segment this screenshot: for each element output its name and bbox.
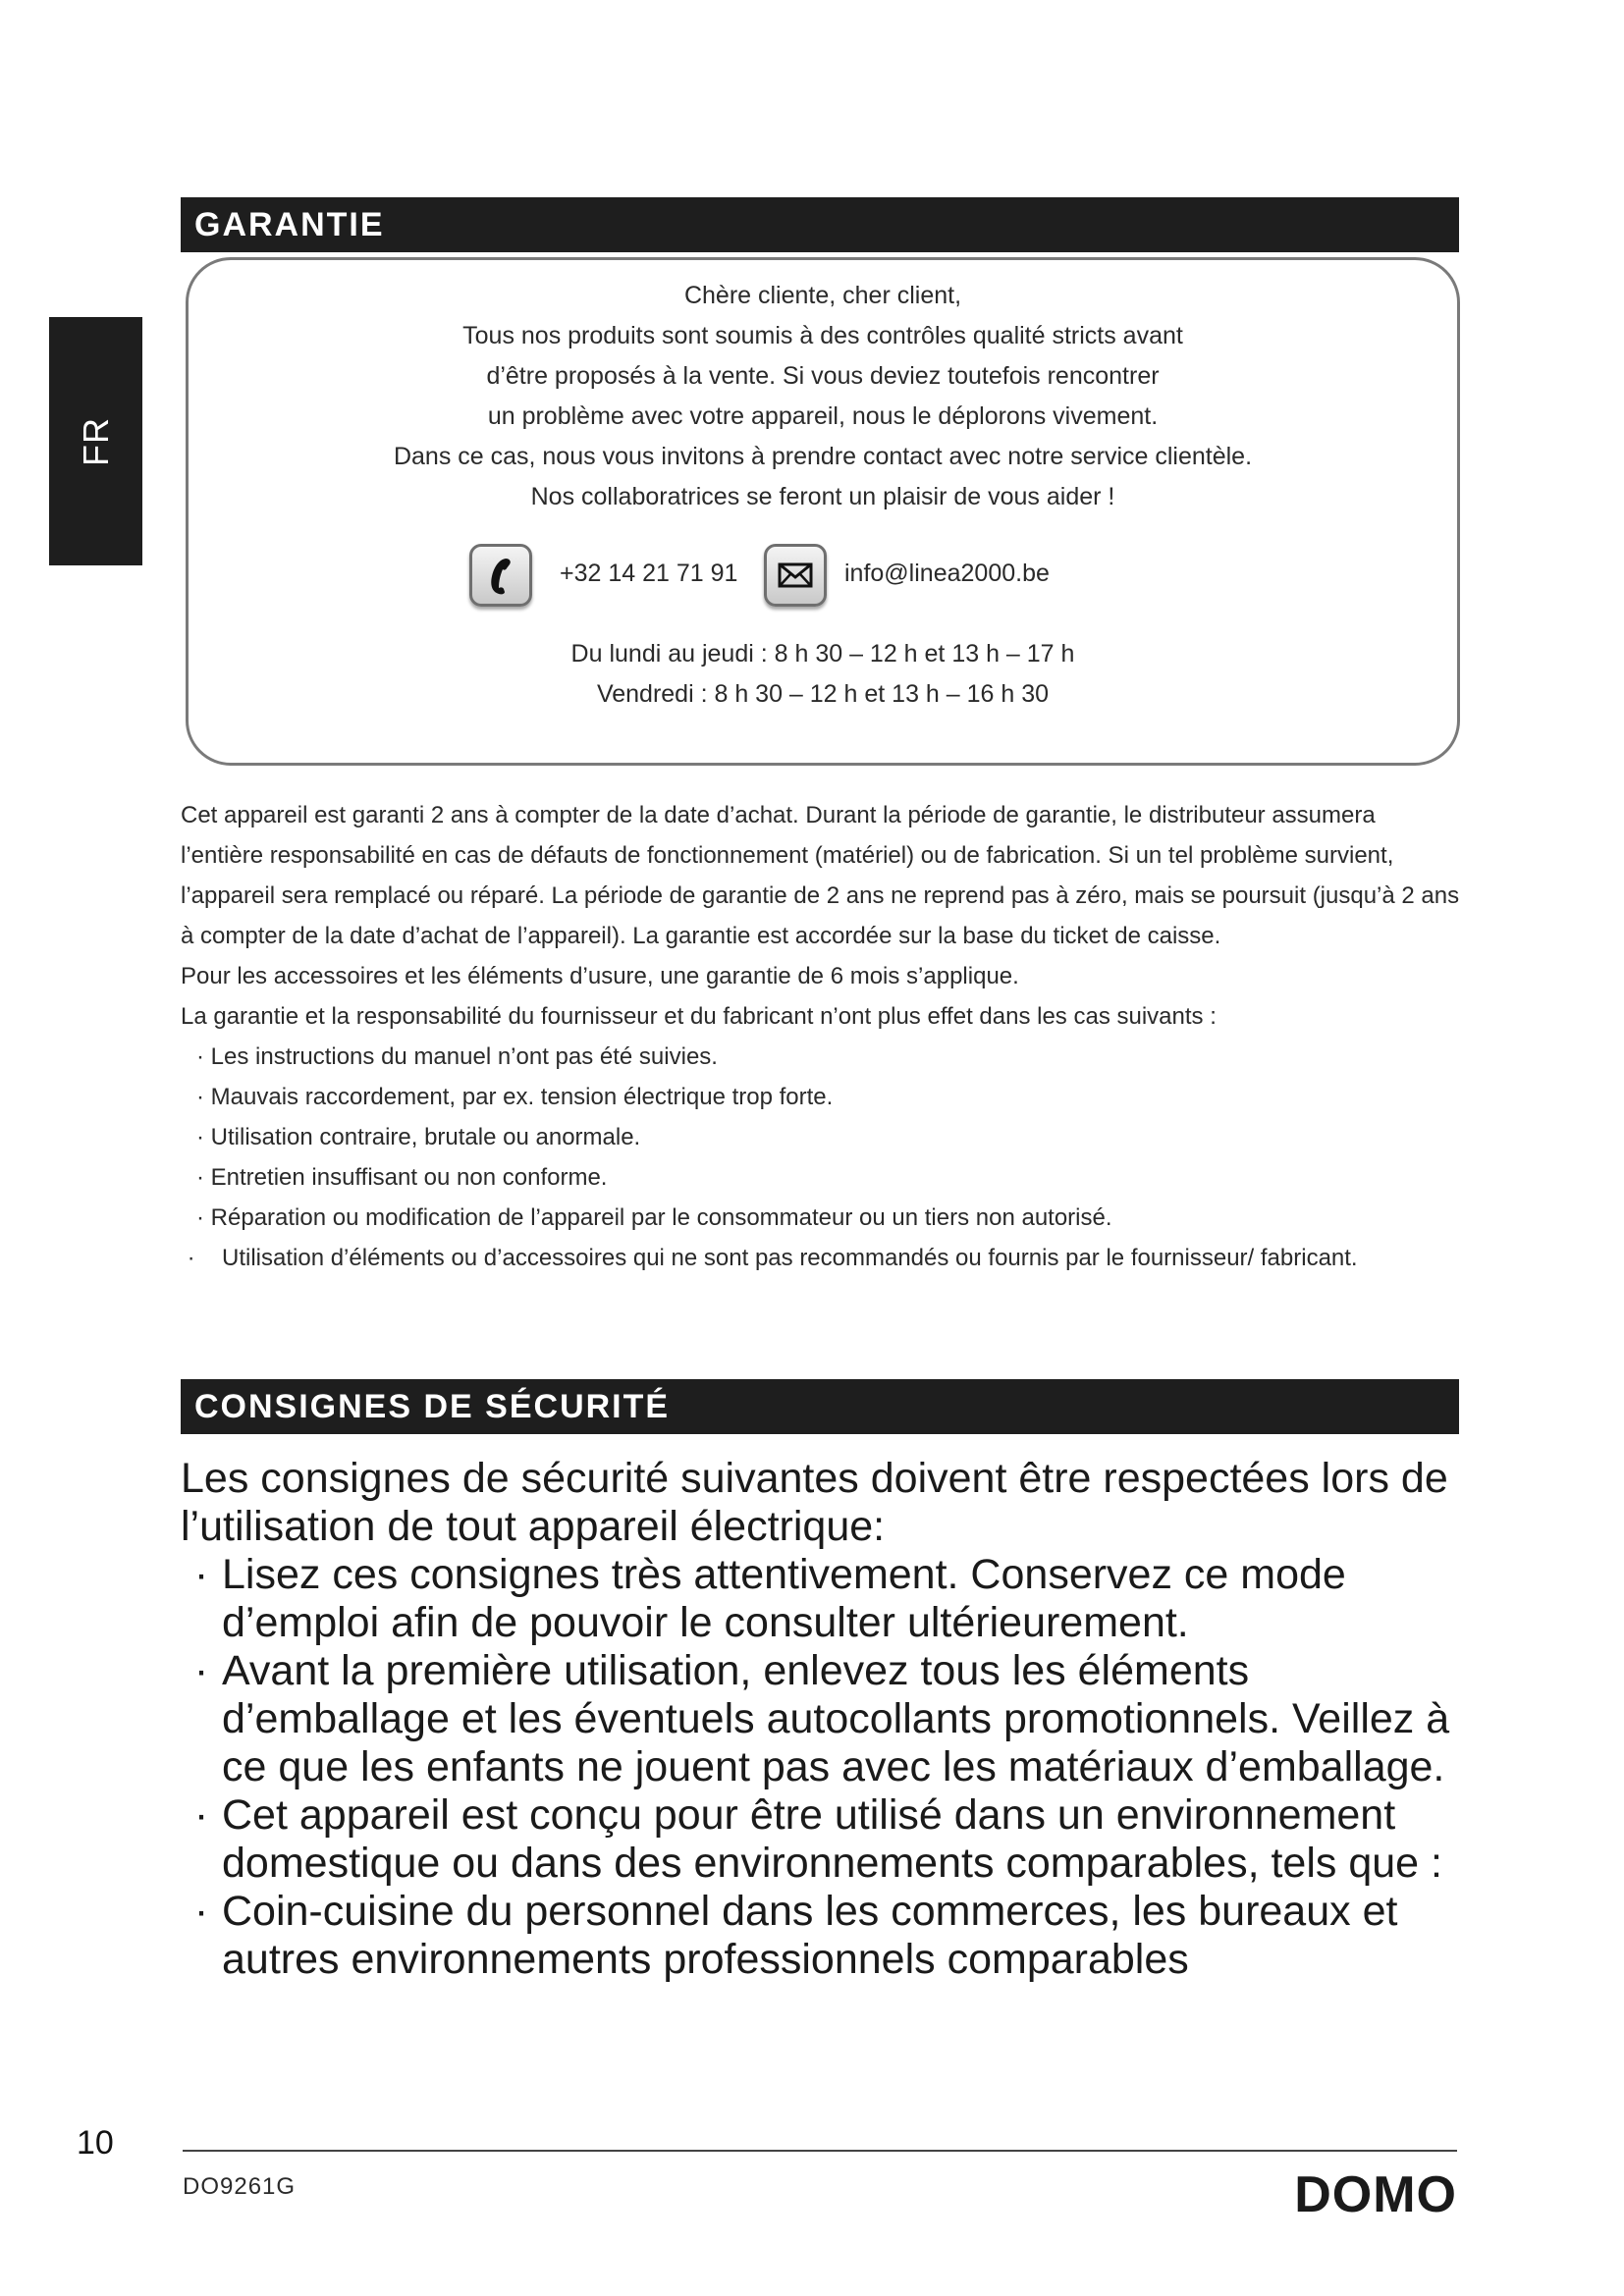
envelope-icon — [764, 544, 827, 607]
hours-line: Du lundi au jeudi : 8 h 30 – 12 h et 13 h – 17 h — [570, 640, 1075, 667]
hours-line: Vendredi : 8 h 30 – 12 h et 13 h – 16 h 30 — [596, 680, 1050, 708]
safety-item-text: Coin-cuisine du personnel dans les commerces, les bureaux et autres environnements professionnels comparables — [222, 1888, 1398, 1983]
garantie-heading: GARANTIE — [181, 197, 1459, 252]
greeting-line: Nos collaboratrices se feront un plaisir de vous aider ! — [530, 483, 1115, 510]
greeting-line: un problème avec votre appareil, nous le déplorons vivement. — [487, 402, 1159, 430]
phone-icon — [469, 544, 532, 607]
model-number: DO9261G — [183, 2173, 297, 2200]
safety-intro: Les consignes de sécurité suivantes doivent être respectées lors de l’utilisation de tout appareil électrique: — [181, 1455, 1448, 1550]
safety-item — [181, 1647, 1467, 1791]
opening-hours — [189, 634, 1457, 715]
safety-item-text: Avant la première utilisation, enlevez tous les éléments d’emballage et les éventuels autocollants promotionnels. Veillez à ce que les enfants ne jouent pas avec les matériaux d’emballage. — [222, 1647, 1450, 1790]
warranty-paragraph: La garantie et la responsabilité du fournisseur et du fabricant n’ont plus effet dans les cas suivants : — [181, 1003, 1217, 1030]
safety-item-text: Cet appareil est conçu pour être utilisé dans un environnement domestique ou dans des environnements comparables, tels que : — [222, 1791, 1442, 1887]
language-tab — [49, 317, 142, 565]
exclusion-item: · Les instructions du manuel n’ont pas été suivies. — [196, 1043, 718, 1070]
email-address[interactable]: info@linea2000.be — [844, 560, 1050, 587]
envelope-icon-glyph — [778, 561, 813, 589]
bullet: · — [193, 1551, 209, 1598]
footer-divider — [183, 2150, 1457, 2152]
exclusion-item: · Utilisation contraire, brutale ou anormale. — [196, 1124, 641, 1150]
bullet: · — [193, 1791, 209, 1839]
safety-item-text: Lisez ces consignes très attentivement. Conservez ce mode d’emploi afin de pouvoir le consulter ultérieurement. — [222, 1551, 1346, 1646]
language-label: FR — [75, 416, 116, 466]
warranty-paragraph: Cet appareil est garanti 2 ans à compter de la date d’achat. Durant la période de garantie, le distributeur assumera l’entière responsabilité en cas de défauts de fonctionnement (matériel) ou de fabrication. Si un tel problème survient, l’appareil sera remplacé ou réparé. La période de garantie de 2 ans ne reprend pas à zéro, mais se poursuit (jusqu’à 2 ans à compter de la date d’achat de l’appareil). La garantie est accordée sur la base du ticket de caisse. — [181, 802, 1460, 949]
greeting-text — [189, 276, 1457, 517]
warranty-paragraph: Pour les accessoires et les éléments d’usure, une garantie de 6 mois s’applique. — [181, 963, 1019, 989]
customer-service-box — [186, 257, 1460, 766]
safety-item — [181, 1888, 1467, 1984]
securite-heading: CONSIGNES DE SÉCURITÉ — [181, 1379, 1459, 1434]
exclusion-item: · Réparation ou modification de l’appareil par le consommateur ou un tiers non autorisé. — [196, 1204, 1112, 1231]
exclusion-item: · Mauvais raccordement, par ex. tension électrique trop forte. — [196, 1084, 834, 1110]
safety-text — [181, 1455, 1467, 1984]
bullet: · — [193, 1888, 209, 1935]
greeting-line: Chère cliente, cher client, — [683, 282, 962, 309]
exclusion-item — [181, 1238, 1463, 1278]
contact-row — [189, 544, 1457, 614]
warranty-text — [181, 795, 1463, 1278]
bullet: · — [181, 1245, 195, 1271]
bullet: · — [193, 1647, 209, 1694]
greeting-line: Tous nos produits sont soumis à des contrôles qualité stricts avant — [462, 322, 1183, 349]
greeting-line: d’être proposés à la vente. Si vous deviez toutefois rencontrer — [486, 362, 1160, 390]
brand-logo: DOMO — [1294, 2166, 1457, 2223]
greeting-line: Dans ce cas, nous vous invitons à prendre contact avec notre service clientèle. — [393, 443, 1253, 470]
safety-item — [181, 1551, 1467, 1647]
exclusion-text: Utilisation d’éléments ou d’accessoires qui ne sont pas recommandés ou fournis par le fournisseur/ fabricant. — [222, 1245, 1358, 1271]
exclusion-item: · Entretien insuffisant ou non conforme. — [196, 1164, 608, 1191]
safety-item — [181, 1791, 1467, 1888]
phone-number[interactable]: +32 14 21 71 91 — [560, 560, 738, 587]
phone-icon-glyph — [484, 556, 517, 595]
page-number: 10 — [77, 2124, 114, 2162]
